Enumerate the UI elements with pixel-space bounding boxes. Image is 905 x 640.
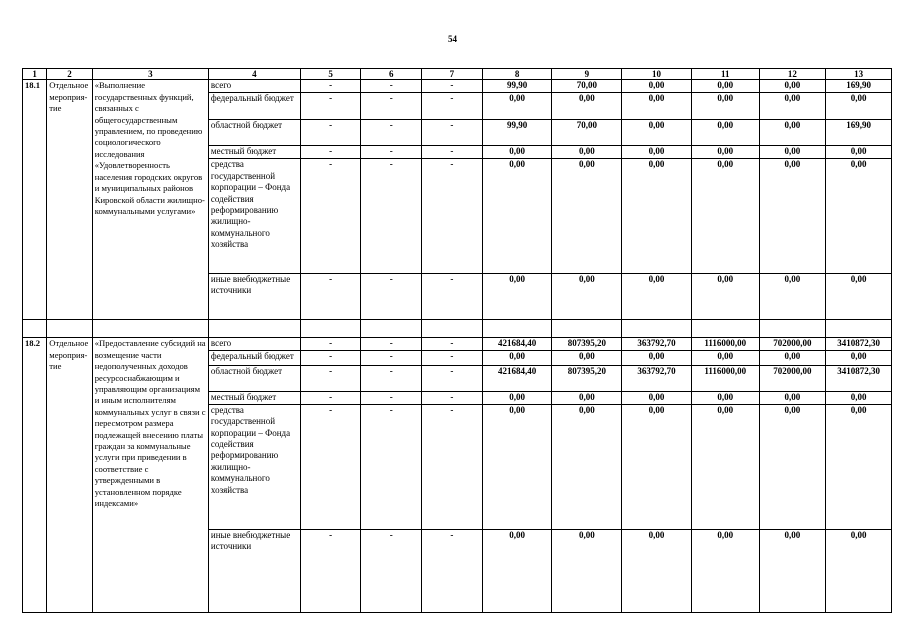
value-cell: - bbox=[300, 80, 361, 93]
value-cell: 0,00 bbox=[759, 273, 826, 319]
column-header: 13 bbox=[826, 69, 892, 80]
measure-name: «Предоставление субсидий на возмещение части недополученных доходов ресурсоснабжающим и управляющим организациям и иным исполнителям коммунальных услуг в связи с пересмотром размера подлежащей внесению платы граждан за коммунальные услуги при приведении в соответствие с утвержденными в установленном порядке индексами» bbox=[92, 338, 208, 613]
funding-source: средства государственной корпорации – Фонда содействия реформированию жилищно-коммунального хозяйства bbox=[208, 159, 300, 273]
value-cell: - bbox=[361, 93, 422, 120]
value-cell: 0,00 bbox=[622, 273, 692, 319]
empty-cell bbox=[691, 319, 759, 338]
value-cell: 0,00 bbox=[691, 120, 759, 146]
value-cell: 0,00 bbox=[826, 351, 892, 366]
value-cell: 0,00 bbox=[691, 146, 759, 159]
value-cell: 0,00 bbox=[622, 93, 692, 120]
value-cell: - bbox=[361, 338, 422, 351]
value-cell: 0,00 bbox=[622, 391, 692, 404]
column-header: 11 bbox=[691, 69, 759, 80]
value-cell: 0,00 bbox=[759, 159, 826, 273]
value-cell: - bbox=[422, 146, 483, 159]
value-cell: 99,90 bbox=[482, 120, 552, 146]
value-cell: 0,00 bbox=[552, 404, 622, 529]
value-cell: 169,90 bbox=[826, 80, 892, 93]
value-cell: 70,00 bbox=[552, 120, 622, 146]
value-cell: 0,00 bbox=[691, 529, 759, 612]
funding-source: местный бюджет bbox=[208, 391, 300, 404]
column-header: 8 bbox=[482, 69, 552, 80]
funding-source: федеральный бюджет bbox=[208, 351, 300, 366]
value-cell: - bbox=[422, 338, 483, 351]
value-cell: 0,00 bbox=[622, 146, 692, 159]
value-cell: 0,00 bbox=[691, 93, 759, 120]
value-cell: 0,00 bbox=[482, 146, 552, 159]
value-cell: 0,00 bbox=[826, 529, 892, 612]
column-header: 4 bbox=[208, 69, 300, 80]
value-cell: - bbox=[422, 120, 483, 146]
value-cell: 0,00 bbox=[552, 93, 622, 120]
value-cell: - bbox=[300, 351, 361, 366]
value-cell: 3410872,30 bbox=[826, 365, 892, 391]
value-cell: 702000,00 bbox=[759, 338, 826, 351]
page-number: 54 bbox=[448, 34, 457, 44]
value-cell: - bbox=[300, 273, 361, 319]
column-header: 3 bbox=[92, 69, 208, 80]
empty-cell bbox=[826, 319, 892, 338]
value-cell: 0,00 bbox=[552, 159, 622, 273]
empty-cell bbox=[47, 319, 92, 338]
value-cell: - bbox=[361, 80, 422, 93]
value-cell: 0,00 bbox=[759, 120, 826, 146]
value-cell: 421684,40 bbox=[482, 365, 552, 391]
value-cell: - bbox=[422, 80, 483, 93]
value-cell: 363792,70 bbox=[622, 365, 692, 391]
column-header: 9 bbox=[552, 69, 622, 80]
value-cell: - bbox=[422, 365, 483, 391]
value-cell: 363792,70 bbox=[622, 338, 692, 351]
value-cell: 0,00 bbox=[759, 93, 826, 120]
measure-name: «Выполнение государственных функций, связанных с общегосударственным управлением, по проведению социологического исследования «Удовлетворенность населения городских округов и муниципальных районов Кировской области жилищно-коммунальными услугами» bbox=[92, 80, 208, 319]
value-cell: - bbox=[300, 159, 361, 273]
value-cell: 807395,20 bbox=[552, 365, 622, 391]
value-cell: - bbox=[422, 159, 483, 273]
funding-source: всего bbox=[208, 338, 300, 351]
value-cell: 0,00 bbox=[622, 404, 692, 529]
empty-cell bbox=[759, 319, 826, 338]
empty-cell bbox=[482, 319, 552, 338]
value-cell: 0,00 bbox=[482, 159, 552, 273]
value-cell: - bbox=[422, 529, 483, 612]
value-cell: 421684,40 bbox=[482, 338, 552, 351]
value-cell: - bbox=[300, 93, 361, 120]
value-cell: 0,00 bbox=[552, 146, 622, 159]
empty-cell bbox=[208, 319, 300, 338]
value-cell: 0,00 bbox=[691, 404, 759, 529]
value-cell: 0,00 bbox=[482, 93, 552, 120]
value-cell: - bbox=[422, 93, 483, 120]
value-cell: 70,00 bbox=[552, 80, 622, 93]
value-cell: 0,00 bbox=[691, 391, 759, 404]
value-cell: - bbox=[300, 338, 361, 351]
funding-source: федеральный бюджет bbox=[208, 93, 300, 120]
table-row bbox=[23, 80, 892, 93]
column-header: 2 bbox=[47, 69, 92, 80]
value-cell: 0,00 bbox=[482, 273, 552, 319]
value-cell: 0,00 bbox=[826, 273, 892, 319]
column-header: 1 bbox=[23, 69, 47, 80]
value-cell: 99,90 bbox=[482, 80, 552, 93]
value-cell: - bbox=[300, 146, 361, 159]
value-cell: 1116000,00 bbox=[691, 365, 759, 391]
column-header: 5 bbox=[300, 69, 361, 80]
value-cell: 0,00 bbox=[622, 159, 692, 273]
value-cell: 0,00 bbox=[691, 351, 759, 366]
funding-source: всего bbox=[208, 80, 300, 93]
value-cell: 3410872,30 bbox=[826, 338, 892, 351]
value-cell: - bbox=[300, 404, 361, 529]
value-cell: - bbox=[422, 404, 483, 529]
value-cell: 0,00 bbox=[552, 351, 622, 366]
value-cell: - bbox=[300, 120, 361, 146]
value-cell: 0,00 bbox=[552, 391, 622, 404]
value-cell: 0,00 bbox=[759, 80, 826, 93]
value-cell: 0,00 bbox=[552, 529, 622, 612]
funding-source: областной бюджет bbox=[208, 120, 300, 146]
row-id: 18.1 bbox=[23, 80, 47, 319]
funding-source: иные внебюджетные источники bbox=[208, 529, 300, 612]
value-cell: 0,00 bbox=[622, 80, 692, 93]
value-cell: - bbox=[422, 391, 483, 404]
column-header: 7 bbox=[422, 69, 483, 80]
status-cell: Отдельное мероприя-тие bbox=[47, 80, 92, 319]
empty-cell bbox=[622, 319, 692, 338]
value-cell: - bbox=[361, 404, 422, 529]
spacer-row bbox=[23, 319, 892, 338]
value-cell: - bbox=[361, 351, 422, 366]
value-cell: - bbox=[361, 273, 422, 319]
value-cell: 0,00 bbox=[826, 404, 892, 529]
value-cell: - bbox=[422, 351, 483, 366]
column-header: 10 bbox=[622, 69, 692, 80]
value-cell: - bbox=[361, 159, 422, 273]
value-cell: 0,00 bbox=[691, 159, 759, 273]
value-cell: - bbox=[361, 146, 422, 159]
value-cell: - bbox=[361, 529, 422, 612]
row-id: 18.2 bbox=[23, 338, 47, 613]
value-cell: 0,00 bbox=[482, 529, 552, 612]
value-cell: 0,00 bbox=[759, 146, 826, 159]
value-cell: 0,00 bbox=[759, 351, 826, 366]
funding-source: средства государственной корпорации – Фонда содействия реформированию жилищно-коммунального хозяйства bbox=[208, 404, 300, 529]
value-cell: - bbox=[300, 391, 361, 404]
empty-cell bbox=[422, 319, 483, 338]
value-cell: - bbox=[361, 120, 422, 146]
value-cell: - bbox=[361, 391, 422, 404]
value-cell: 0,00 bbox=[826, 93, 892, 120]
budget-table bbox=[22, 68, 892, 613]
value-cell: 0,00 bbox=[759, 529, 826, 612]
value-cell: 0,00 bbox=[622, 529, 692, 612]
value-cell: - bbox=[422, 273, 483, 319]
funding-source: местный бюджет bbox=[208, 146, 300, 159]
value-cell: 807395,20 bbox=[552, 338, 622, 351]
funding-source: областной бюджет bbox=[208, 365, 300, 391]
value-cell: 0,00 bbox=[622, 120, 692, 146]
value-cell: 702000,00 bbox=[759, 365, 826, 391]
header-row bbox=[23, 69, 892, 80]
empty-cell bbox=[361, 319, 422, 338]
empty-cell bbox=[23, 319, 47, 338]
value-cell: - bbox=[300, 529, 361, 612]
value-cell: 0,00 bbox=[759, 404, 826, 529]
value-cell: 0,00 bbox=[759, 391, 826, 404]
value-cell: 0,00 bbox=[482, 391, 552, 404]
value-cell: 0,00 bbox=[691, 273, 759, 319]
value-cell: 0,00 bbox=[826, 146, 892, 159]
value-cell: 0,00 bbox=[552, 273, 622, 319]
column-header: 6 bbox=[361, 69, 422, 80]
value-cell: 0,00 bbox=[826, 159, 892, 273]
value-cell: 0,00 bbox=[826, 391, 892, 404]
table-row bbox=[23, 338, 892, 351]
column-header: 12 bbox=[759, 69, 826, 80]
value-cell: 0,00 bbox=[482, 351, 552, 366]
value-cell: 169,90 bbox=[826, 120, 892, 146]
value-cell: 0,00 bbox=[622, 351, 692, 366]
funding-source: иные внебюджетные источники bbox=[208, 273, 300, 319]
value-cell: 0,00 bbox=[482, 404, 552, 529]
value-cell: - bbox=[300, 365, 361, 391]
value-cell: 1116000,00 bbox=[691, 338, 759, 351]
value-cell: 0,00 bbox=[691, 80, 759, 93]
empty-cell bbox=[92, 319, 208, 338]
value-cell: - bbox=[361, 365, 422, 391]
status-cell: Отдельное мероприя-тие bbox=[47, 338, 92, 613]
empty-cell bbox=[552, 319, 622, 338]
empty-cell bbox=[300, 319, 361, 338]
